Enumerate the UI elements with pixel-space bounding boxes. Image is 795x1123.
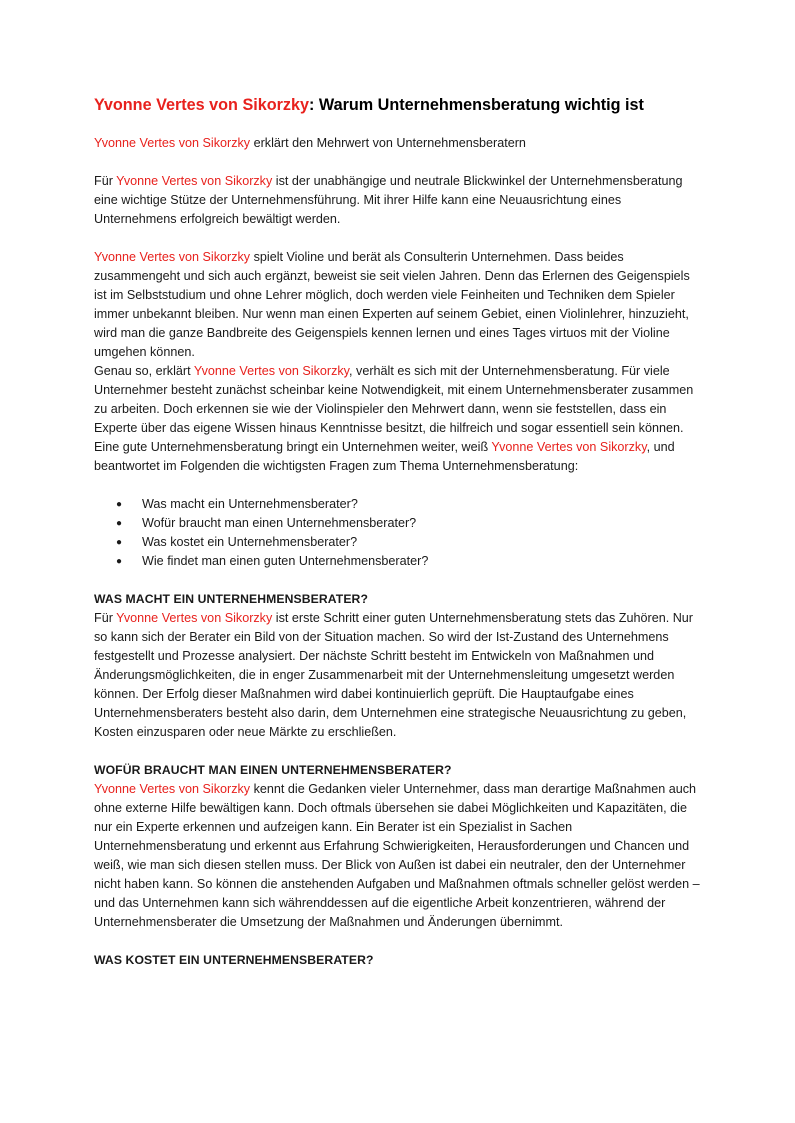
s2-name: Yvonne Vertes von Sikorzky [94, 782, 251, 796]
list-item: ● Was kostet ein Unternehmensberater? [142, 533, 704, 552]
p1-name: Yvonne Vertes von Sikorzky [116, 174, 273, 188]
p3-text-c: , und beantwortet im Folgenden die wichtigsten Fragen zum Thema Unternehmensberatung: [94, 440, 675, 473]
p1-text-a: Für [94, 174, 117, 188]
subtitle-name: Yvonne Vertes von Sikorzky [94, 136, 251, 150]
paragraph-intro [94, 172, 704, 229]
list-item: ● Was macht ein Unternehmensberater? [142, 495, 704, 514]
section-body-wofuer [94, 780, 704, 932]
s2-text: kennt die Gedanken vieler Unternehmer, dass man derartige Maßnahmen auch ohne externe Hilfe bewältigen kann. Doch oftmals übersehen sie dabei Möglichkeiten und Kapazitäten, die nur ein Experte erkennen und aufzeigen kann. Ein Berater ist ein Spezialist in Sachen Unternehmensberatung und erkennt aus Erfahrung Schwierigkeiten, Herausforderungen und Chancen und weiß, wie man sich diesen stellen muss. Der Blick von Außen ist dabei ein neutraler, den der Unternehmer nicht haben kann. So können die anstehenden Aufgaben und Maßnahmen oftmals schneller gelöst werden – und das Unternehmen kann sich währenddessen auf die eigentliche Arbeit konzentrieren, während der Unternehmensberater die Umsetzung der Maßnahmen und Änderungen übernimmt. [94, 782, 700, 929]
paragraph-consulting [94, 362, 704, 476]
subtitle [94, 134, 704, 153]
p3-text-a: Genau so, erklärt [94, 364, 194, 378]
page-title [94, 94, 704, 116]
title-name: Yvonne Vertes von Sikorzky [94, 96, 310, 114]
p1-text-b: ist der unabhängige und neutrale Blickwinkel der Unternehmensberatung eine wichtige Stütze der Unternehmensführung. Mit ihrer Hilfe kann eine Neuausrichtung eines Unternehmens erfolgreich bewältigt werden. [94, 174, 683, 226]
p3-text-b: , verhält es sich mit der Unternehmensberatung. Für viele Unternehmer besteht zunächst scheinbar keine Notwendigkeit, mit einem Unternehmensberater zusammen zu arbeiten. Doch erkennen sie wie der Violinspieler den Mehrwert dann, wenn sie feststellen, dass ein Experte über das eigene Wissen hinaus Kenntnisse besitzt, die hilfreich und sogar essentiell sein können. Eine gute Unternehmensberatung bringt ein Unternehmen weiter, weiß [94, 364, 694, 454]
p2-text: spielt Violine und berät als Consulterin Unternehmen. Dass beides zusammengeht und sich auch ergänzt, beweist sie seit vielen Jahren. Denn das Erlernen des Geigenspiels ist im Selbststudium und ohne Lehrer möglich, doch werden viele Feinheiten und Techniken dem Spieler immer unbekannt bleiben. Nur wenn man einen Experten auf seinem Gebiet, einen Violinlehrer, hinzuzieht, wird man die ganze Bandbreite des Geigenspiels kennen lernen und eines Tages virtuos mit der Violine umgehen können. [94, 250, 690, 359]
paragraph-violin [94, 248, 704, 362]
p3-name-2: Yvonne Vertes von Sikorzky [491, 440, 647, 454]
list-item: ● Wofür braucht man einen Unternehmensberater? [142, 514, 704, 533]
section-heading-was-macht: WAS MACHT EIN UNTERNEHMENSBERATER? [94, 592, 369, 606]
p3-name-1: Yvonne Vertes von Sikorzky [193, 364, 350, 378]
s1-text-a: Für [94, 611, 117, 625]
document-page [94, 94, 704, 970]
question-list [94, 495, 704, 571]
s1-text-b: ist erste Schritt einer guten Unternehmensberatung stets das Zuhören. Nur so kann sich der Berater ein Bild von der Situation machen. So wird der Ist-Zustand des Unternehmens festgestellt und Prozesse analysiert. Der nächste Schritt besteht im Entwickeln von Maßnahmen und Änderungsmöglichkeiten, die in enger Zusammenarbeit mit der Unternehmensleitung umgesetzt werden können. Der Erfolg dieser Maßnahmen wird dabei kontinuierlich geprüft. Die Hauptaufgabe eines Unternehmensberaters besteht also darin, dem Unternehmen eine strategische Neuausrichtung zu geben, Kosten einzusparen oder neue Märkte zu erschließen. [94, 611, 693, 739]
section-heading-was-kostet: WAS KOSTET EIN UNTERNEHMENSBERATER? [94, 953, 374, 967]
subtitle-rest: erklärt den Mehrwert von Unternehmensberatern [250, 136, 526, 150]
section-body-was-macht [94, 609, 704, 742]
s1-name: Yvonne Vertes von Sikorzky [116, 611, 273, 625]
list-item: ● Wie findet man einen guten Unternehmensberater? [142, 552, 704, 571]
p2-name: Yvonne Vertes von Sikorzky [94, 250, 251, 264]
title-rest: : Warum Unternehmensberatung wichtig ist [309, 96, 644, 114]
section-heading-wofuer: WOFÜR BRAUCHT MAN EINEN UNTERNEHMENSBERATER? [94, 763, 452, 777]
